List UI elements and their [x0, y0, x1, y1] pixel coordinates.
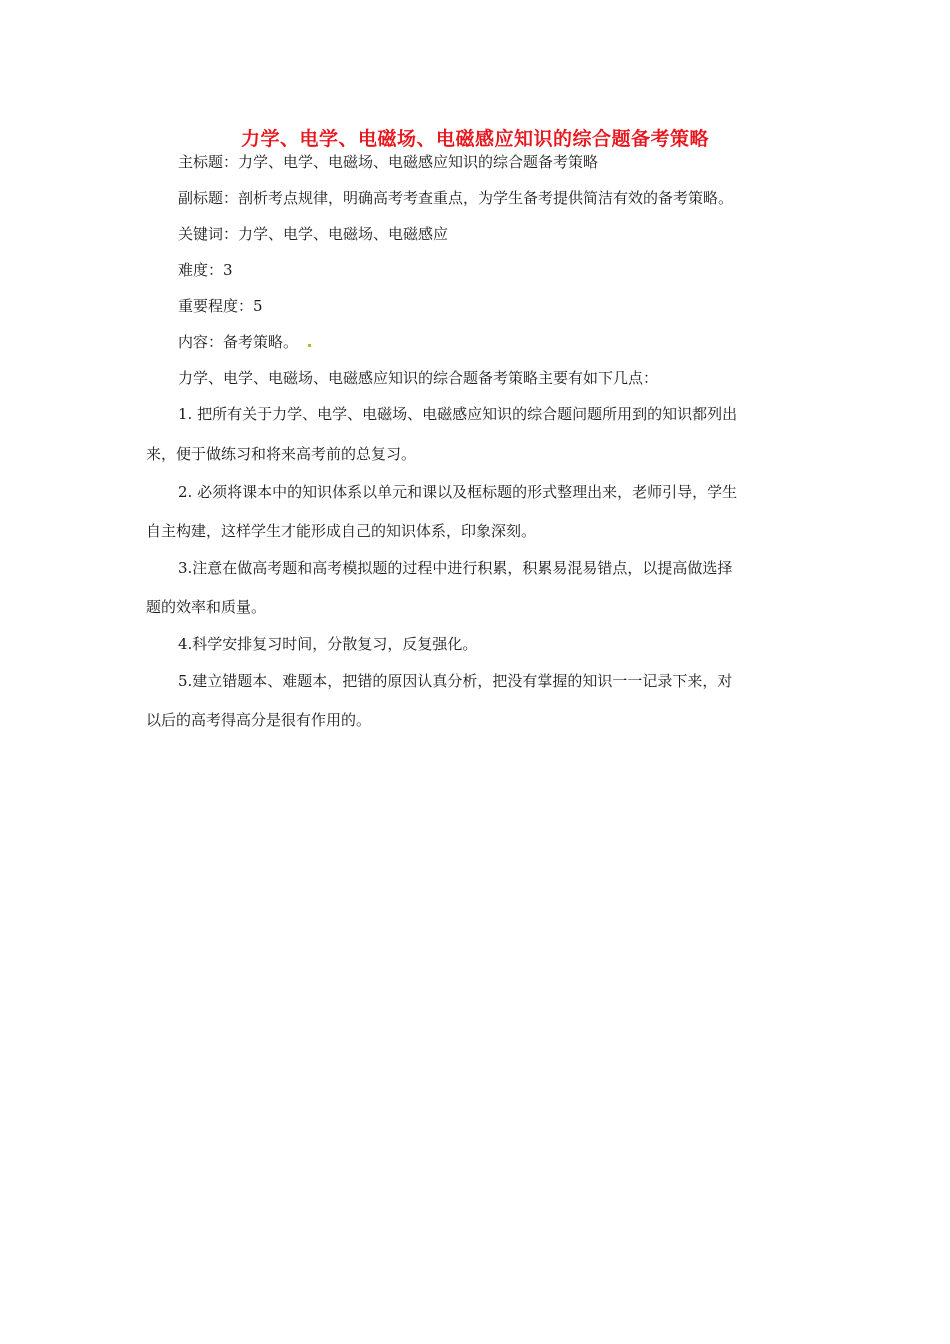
point-3-line-2: 题的效率和质量。 [146, 598, 267, 616]
subtitle-label: 副标题 [178, 189, 224, 207]
importance-text: ：5 [238, 297, 263, 315]
content-line [178, 332, 312, 352]
margin-mark-icon [308, 344, 311, 347]
point-2-line-1: 2. 必须将课本中的知识体系以单元和课以及框标题的形式整理出来，老师引导，学生 [178, 483, 738, 501]
content-text: 内容：备考策略。 [178, 333, 299, 351]
importance-label: 重要程度 [178, 297, 239, 315]
point-5-line-2: 以后的高考得高分是很有作用的。 [146, 711, 372, 729]
point-1-line-1: 1. 把所有关于力学、电学、电磁场、电磁感应知识的综合题问题所用到的知识都列出 [178, 405, 738, 423]
subtitle-line [178, 188, 733, 208]
point-5-line-1: 5.建立错题本、难题本，把错的原因认真分析，把没有掌握的知识一一记录下来，对 [178, 672, 733, 690]
keywords-line: 关键词：力学、电学、电磁场、电磁感应 [178, 225, 449, 243]
point-1-line-2: 来，便于做练习和将来高考前的总复习。 [146, 445, 417, 463]
subtitle-text: ：剖析考点规律，明确高考考查重点，为学生备考提供简洁有效的备考策略。 [223, 189, 734, 207]
difficulty-line: 难度：3 [178, 261, 233, 279]
document-title: 力学、电学、电磁场、电磁感应知识的综合题备考策略 [240, 128, 709, 150]
main-title-line: 主标题：力学、电学、电磁场、电磁感应知识的综合题备考策略 [178, 153, 599, 171]
point-2-line-2: 自主构建，这样学生才能形成自己的知识体系，印象深刻。 [146, 522, 537, 540]
importance-line [178, 296, 263, 316]
intro-line: 力学、电学、电磁场、电磁感应知识的综合题备考策略主要有如下几点： [178, 369, 659, 387]
point-4-line-1: 4.科学安排复习时间，分散复习，反复强化。 [178, 635, 478, 653]
point-3-line-1: 3.注意在做高考题和高考模拟题的过程中进行积累，积累易混易错点，以提高做选择 [178, 559, 733, 577]
